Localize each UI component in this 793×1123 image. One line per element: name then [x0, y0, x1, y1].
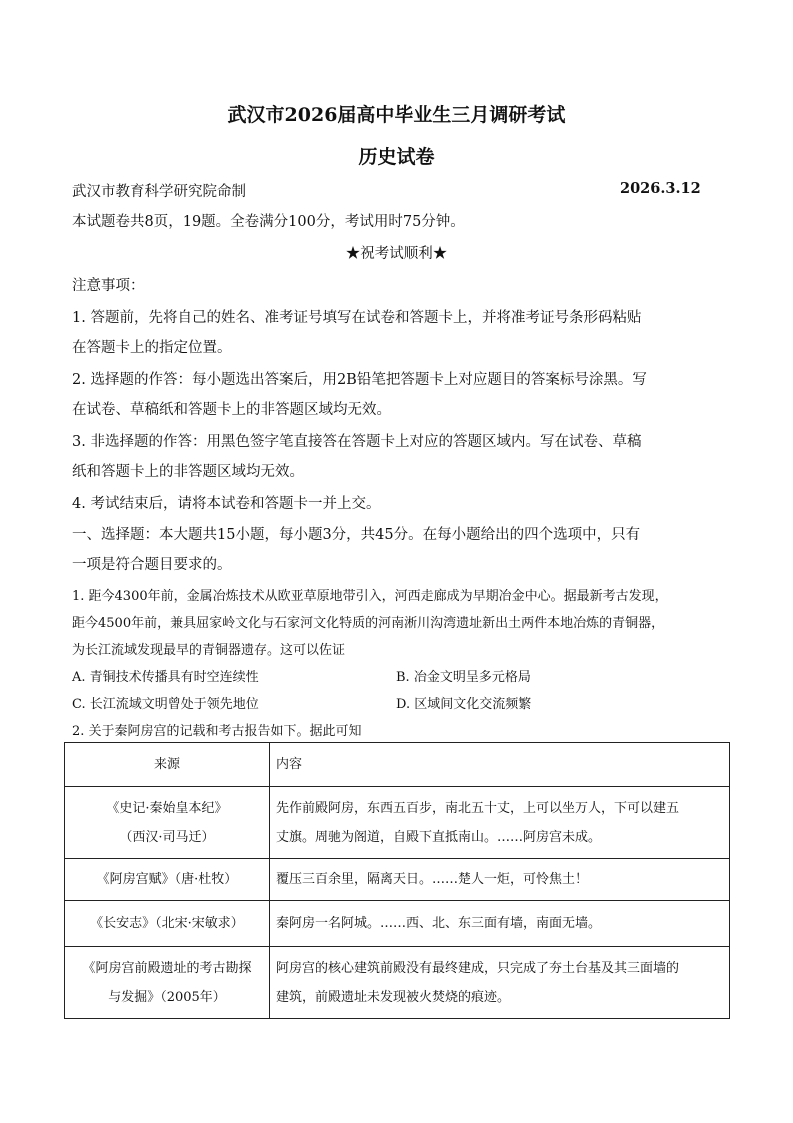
q1-line2: 距今4500年前，兼具屈家岭文化与石家河文化特质的河南淅川沟湾遗址新出土两件本地冶炼的青铜器， [72, 616, 665, 631]
exam-info: 本试题卷共8页，19题。全卷满分100分，考试用时75分钟。 [72, 214, 465, 230]
note-1-line1: 1. 答题前，先将自己的姓名、准考证号填写在试卷和答题卡上，并将准考证号条形码粘贴 [72, 310, 642, 326]
note-4-line1: 4. 考试结束后，请将本试卷和答题卡一并上交。 [72, 496, 381, 512]
content-line: 建筑，前殿遗址未发现被火焚烧的痕迹。 [276, 989, 511, 1005]
table-cell-source [65, 787, 270, 859]
table-cell-content [270, 859, 730, 901]
content-line: 覆压三百余里，隔离天日。……楚人一炬，可怜焦土！ [276, 872, 589, 887]
exam-title: 武汉市2026届高中毕业生三月调研考试 [227, 104, 566, 126]
q1-option-c: C. 长江流域文明曾处于领先地位 [72, 697, 259, 712]
table-row [65, 901, 730, 947]
section1-line1: 一、选择题：本大题共15小题，每小题3分，共45分。在每小题给出的四个选项中，只有 [72, 527, 641, 543]
blessing: ★祝考试顺利★ [345, 246, 448, 262]
exam-date: 2026.3.12 [620, 180, 701, 197]
content-line: 秦阿房一名阿城。……西、北、东三面有墙，南面无墙。 [276, 916, 602, 931]
table-row [65, 859, 730, 901]
source-author: （西汉·司马迁） [119, 829, 215, 845]
source-title: 《史记·秦始皇本纪》 [106, 800, 228, 816]
note-3-line2: 纸和答题卡上的非答题区域均无效。 [72, 464, 304, 480]
note-2-line1: 2. 选择题的作答：每小题选出答案后，用2B铅笔把答题卡上对应题目的答案标号涂黑。写 [72, 372, 647, 388]
table-cell-source [65, 859, 270, 901]
table-cell-content [270, 947, 730, 1019]
table-cell-source [65, 901, 270, 947]
note-3-line1: 3. 非选择题的作答：用黑色签字笔直接答在答题卡上对应的答题区域内。写在试卷、草稿 [72, 434, 642, 450]
q1-option-d: D. 区域间文化交流频繁 [396, 697, 532, 712]
q1-option-b: B. 冶金文明呈多元格局 [396, 670, 531, 685]
source-title: 《阿房宫赋》（唐·杜牧） [96, 872, 238, 887]
source-title: 《长安志》（北宋·宋敏求） [90, 916, 244, 931]
q1-line3: 为长江流域发现最早的青铜器遗存。这可以佐证 [72, 643, 346, 658]
notes-heading: 注意事项： [72, 278, 145, 294]
content-line: 先作前殿阿房，东西五百步，南北五十丈，上可以坐万人，下可以建五 [276, 800, 680, 816]
section1-line2: 一项是符合题目要求的。 [72, 557, 232, 573]
table-header-content: 内容 [270, 743, 730, 787]
q1-option-a: A. 青铜技术传播具有时空连续性 [72, 670, 259, 685]
table-header-source: 来源 [65, 743, 270, 787]
q2-source-table [64, 742, 730, 1019]
q1-line1: 1. 距今4300年前，金属冶炼技术从欧亚草原地带引入，河西走廊成为早期冶金中心。据最新考古发现， [72, 589, 668, 604]
table-cell-source [65, 947, 270, 1019]
table-cell-content [270, 901, 730, 947]
q2-stem: 2. 关于秦阿房宫的记载和考古报告如下。据此可知 [72, 724, 362, 739]
table-row [65, 947, 730, 1019]
source-author: 与发掘》（2005年） [108, 989, 226, 1005]
content-line: 阿房宫的核心建筑前殿没有最终建成，只完成了夯土台基及其三面墙的 [276, 960, 680, 976]
table-cell-content [270, 787, 730, 859]
issuer: 武汉市教育科学研究院命制 [72, 184, 246, 200]
table-row [65, 787, 730, 859]
table-header-row [65, 743, 730, 787]
note-1-line2: 在答题卡上的指定位置。 [72, 340, 232, 356]
note-2-line2: 在试卷、草稿纸和答题卡上的非答题区域均无效。 [72, 402, 391, 418]
source-title: 《阿房宫前殿遗址的考古勘探 [82, 960, 252, 976]
exam-subject: 历史试卷 [358, 146, 435, 168]
content-line: 丈旗。周驰为阁道，自殿下直抵南山。……阿房宫未成。 [276, 829, 602, 845]
